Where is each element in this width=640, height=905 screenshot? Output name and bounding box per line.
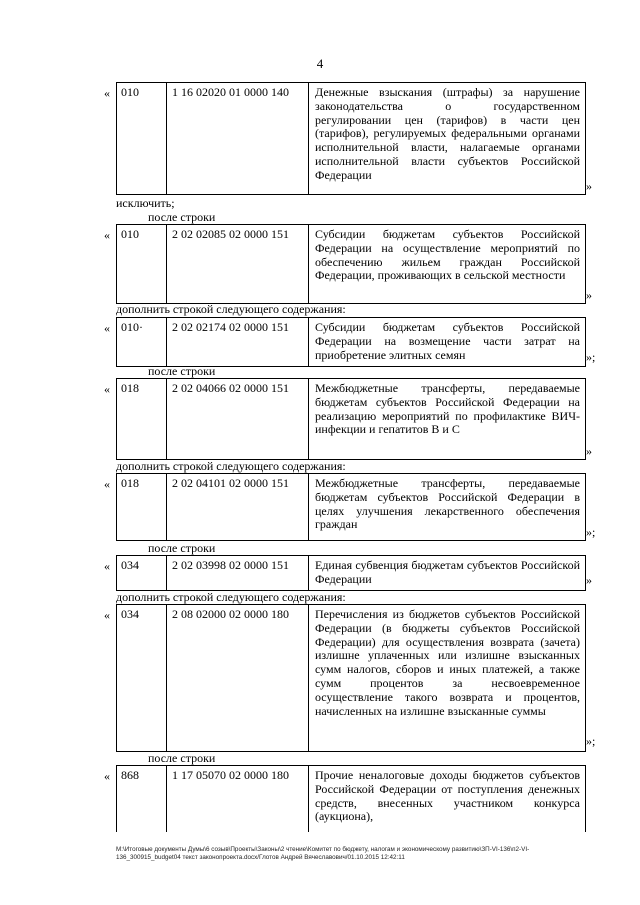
budget-code: 1 17 05070 02 0000 180 xyxy=(167,766,309,832)
budget-code: 1 16 02020 01 0000 140 xyxy=(167,83,309,194)
open-quote: « xyxy=(104,86,110,100)
note-after-row: после строки xyxy=(148,210,216,224)
income-name: Денежные взыскания (штрафы) за нарушение законодательства о государственном регулировании цен (тарифов) в части цен (тарифов), регулируемых федеральными органами исполнительной власти, налагаемые органами исполнительной власти субъектов Российской Федерации xyxy=(315,85,580,182)
row-table xyxy=(116,82,586,195)
close-quote: » xyxy=(586,573,592,587)
open-quote: « xyxy=(104,608,110,622)
close-quote: » xyxy=(586,179,592,193)
income-name: Межбюджетные трансферты, передаваемые бюджетам субъектов Российской Федерации на реализацию мероприятий по профилактике ВИЧ-инфекции и гепатитов В и С xyxy=(315,381,580,437)
budget-code: 2 02 02174 02 0000 151 xyxy=(167,318,309,366)
budget-code: 2 02 02085 02 0000 151 xyxy=(167,225,309,303)
close-quote: »; xyxy=(586,734,596,748)
admin-code: 018 xyxy=(117,379,167,459)
open-quote: « xyxy=(104,769,110,783)
budget-code: 2 02 04066 02 0000 151 xyxy=(167,379,309,459)
note-after-row: после строки xyxy=(148,541,216,555)
income-name: Перечисления из бюджетов субъектов Российской Федерации (в бюджеты субъектов Российской Федерации) для осуществления возврата (зачета) излишне уплаченных или излишне взысканных сумм налогов, сборов и иных платежей, а также сумм процентов за несвоевременное осуществление такого возврата и процентов, начисленных на излишне взысканные суммы xyxy=(315,607,580,718)
income-name: Субсидии бюджетам субъектов Российской Федерации на осуществление мероприятий по обеспечению жильем граждан Российской Федерации, проживающих в сельской местности xyxy=(315,227,580,283)
open-quote: « xyxy=(104,559,110,573)
note-exclude: исключить; xyxy=(116,196,175,210)
close-quote: »; xyxy=(586,525,596,539)
row-table xyxy=(116,224,586,304)
income-name: Единая субвенция бюджетам субъектов Российской Федерации xyxy=(315,558,580,586)
income-name: Прочие неналоговые доходы бюджетов субъектов Российской Федерации от поступления денежных средств, внесенных участником конкурса (аукциона), xyxy=(315,768,580,824)
close-quote: » xyxy=(586,444,592,458)
row-table xyxy=(116,765,586,832)
row-table xyxy=(116,317,586,367)
row-table xyxy=(116,473,586,541)
admin-code: 868 xyxy=(117,766,167,832)
close-quote: »; xyxy=(586,350,596,364)
admin-code: 010 xyxy=(117,83,167,194)
income-name: Межбюджетные трансферты, передаваемые бюджетам субъектов Российской Федерации в целях улучшения лекарственного обеспечения граждан xyxy=(315,476,580,532)
budget-code: 2 02 03998 02 0000 151 xyxy=(167,556,309,590)
admin-code: 034 xyxy=(117,556,167,590)
admin-code: 010· xyxy=(117,318,167,366)
admin-code: 034 xyxy=(117,605,167,751)
note-after-row: после строки xyxy=(148,751,216,765)
note-add-row: дополнить строкой следующего содержания: xyxy=(116,590,346,604)
note-add-row: дополнить строкой следующего содержания: xyxy=(116,302,346,316)
page-number: 4 xyxy=(316,56,324,71)
open-quote: « xyxy=(104,477,110,491)
budget-code: 2 02 04101 02 0000 151 xyxy=(167,474,309,540)
close-quote: » xyxy=(586,288,592,302)
open-quote: « xyxy=(104,382,110,396)
open-quote: « xyxy=(104,228,110,242)
document-footer: M:\Итоговые документы Думы\6 созыв\Проекты\Законы\2 чтение\Комитет по бюджету, налогам и экономическому развитию\ЗП-VI-136\п2-VI-136_300915_budget04 текст законопроекта.docx/Глотов Андрей Вячеславович/01.10.2015 12:42:11 xyxy=(116,846,530,861)
income-name: Субсидии бюджетам субъектов Российской Федерации на возмещение части затрат на приобретение элитных семян xyxy=(315,320,580,362)
note-after-row: после строки xyxy=(148,364,216,378)
note-add-row: дополнить строкой следующего содержания: xyxy=(116,459,346,473)
row-table xyxy=(116,378,586,460)
row-table xyxy=(116,604,586,752)
admin-code: 018 xyxy=(117,474,167,540)
admin-code: 010 xyxy=(117,225,167,303)
budget-code: 2 08 02000 02 0000 180 xyxy=(167,605,309,751)
open-quote: « xyxy=(104,321,110,335)
row-table xyxy=(116,555,586,591)
